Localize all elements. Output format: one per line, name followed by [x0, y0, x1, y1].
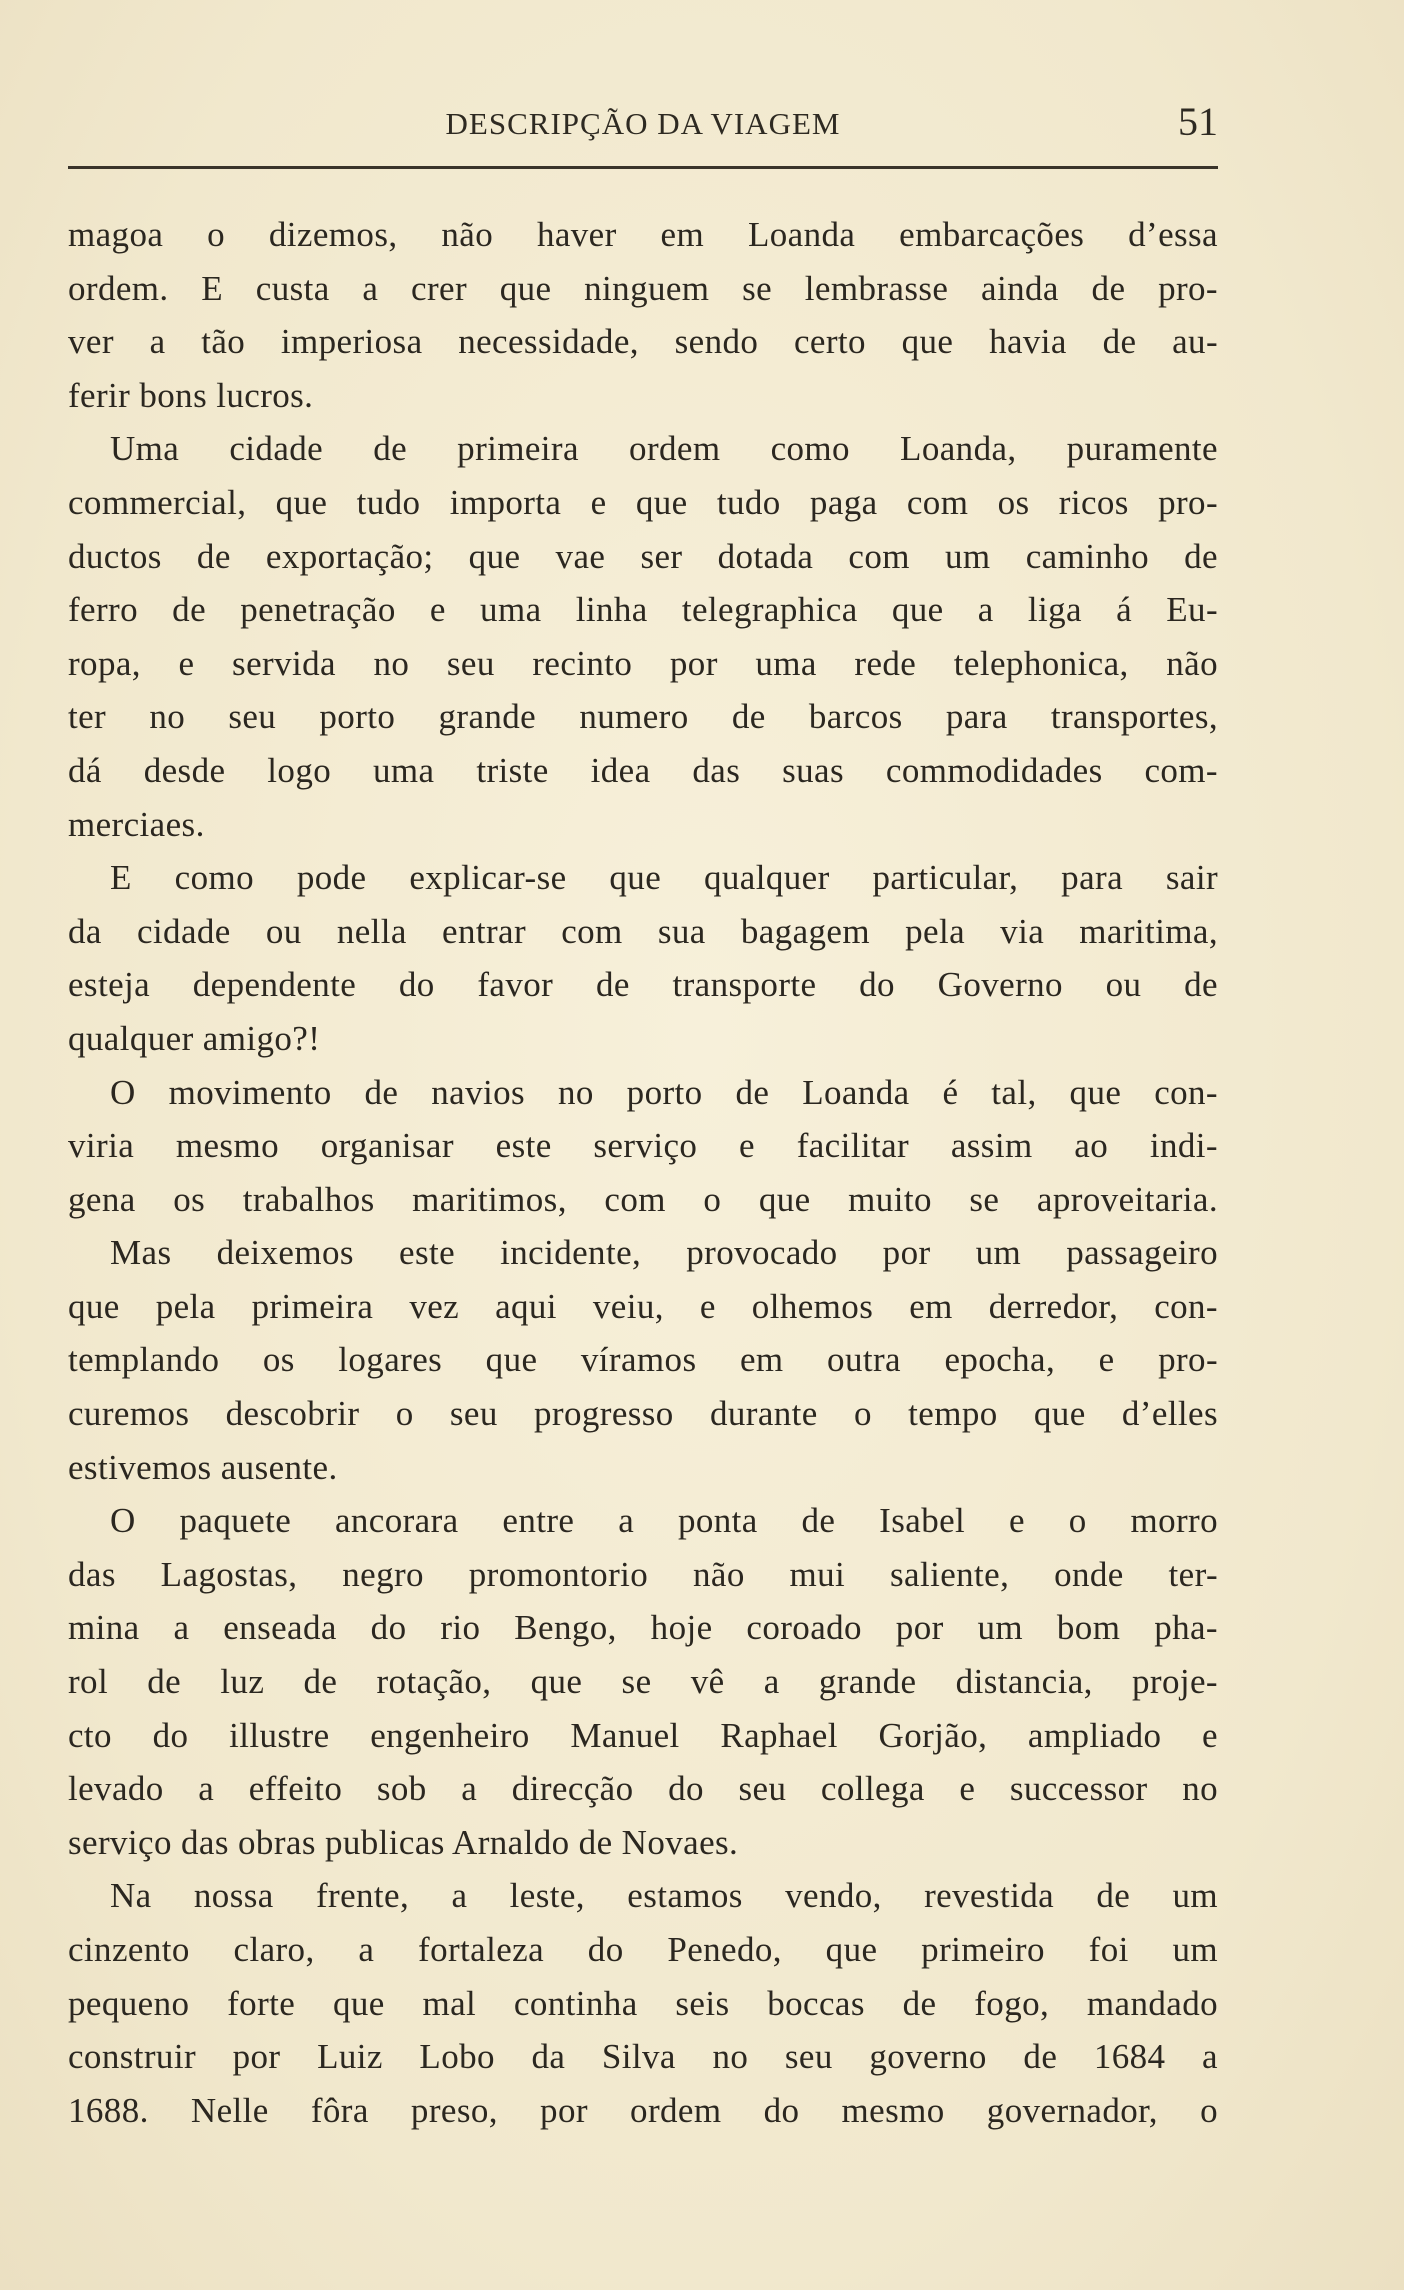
- text-line: Uma cidade de primeira ordem como Loanda, puramente: [110, 429, 1218, 469]
- text-line: mina a enseada do rio Bengo, hoje coroado por um bom pha-: [68, 1608, 1218, 1648]
- text-line: qualquer amigo?!: [68, 1018, 321, 1058]
- text-line: O paquete ancorara entre a ponta de Isabel e o morro: [110, 1501, 1218, 1541]
- text-line: ferir bons lucros.: [68, 375, 314, 415]
- text-line: serviço das obras publicas Arnaldo de Novaes.: [68, 1822, 739, 1862]
- running-title: DESCRIPÇÃO DA VIAGEM: [445, 106, 841, 141]
- text-line: construir por Luiz Lobo da Silva no seu governo de 1684 a: [68, 2037, 1218, 2077]
- text-line: ductos de exportação; que vae ser dotada com um caminho de: [68, 536, 1218, 576]
- text-line: cinzento claro, a fortaleza do Penedo, que primeiro foi um: [68, 1930, 1218, 1969]
- body-text: [68, 208, 1218, 2137]
- text-line: Mas deixemos este incidente, provocado por um passageiro: [110, 1233, 1218, 1273]
- text-line: Na nossa frente, a leste, estamos vendo, revestida de um: [110, 1876, 1218, 1916]
- text-line: ropa, e servida no seu recinto por uma rede telephonica, não: [68, 643, 1218, 683]
- text-line: templando os logares que víramos em outra epocha, e pro-: [68, 1340, 1218, 1380]
- page-header: [68, 98, 1218, 154]
- text-line: viria mesmo organisar este serviço e facilitar assim ao indi-: [68, 1126, 1218, 1166]
- text-line: 1688. Nelle fôra preso, por ordem do mesmo governador, o: [68, 2090, 1218, 2130]
- text-line: O movimento de navios no porto de Loanda é tal, que con-: [110, 1072, 1218, 1112]
- text-line: pequeno forte que mal continha seis boccas de fogo, mandado: [68, 1983, 1218, 2023]
- text-line: da cidade ou nella entrar com sua bagagem pela via maritima,: [68, 911, 1218, 951]
- text-line: estivemos ausente.: [68, 1447, 338, 1487]
- text-line: gena os trabalhos maritimos, com o que muito se aproveitaria.: [68, 1179, 1218, 1219]
- text-line: dá desde logo uma triste idea das suas commodidades com-: [68, 750, 1218, 790]
- text-line: ferro de penetração e uma linha telegraphica que a liga á Eu-: [68, 590, 1218, 630]
- text-line: que pela primeira vez aqui veiu, e olhemos em derredor, con-: [68, 1286, 1218, 1326]
- text-line: E como pode explicar-se que qualquer particular, para sair: [110, 858, 1218, 898]
- text-line: magoa o dizemos, não haver em Loanda embarcações d’essa: [68, 215, 1218, 254]
- header-rule: [68, 166, 1218, 169]
- page-number: 51: [1178, 99, 1218, 144]
- text-line: merciaes.: [68, 804, 205, 844]
- text-line: esteja dependente do favor de transporte do Governo ou de: [68, 965, 1218, 1005]
- text-line: ter no seu porto grande numero de barcos para transportes,: [68, 697, 1218, 737]
- text-line: ver a tão imperiosa necessidade, sendo certo que havia de au-: [68, 322, 1218, 362]
- text-line: rol de luz de rotação, que se vê a grande distancia, proje-: [68, 1662, 1218, 1702]
- text-line: curemos descobrir o seu progresso durante o tempo que d’elles: [68, 1394, 1218, 1434]
- text-line: levado a effeito sob a direcção do seu collega e successor no: [68, 1769, 1218, 1809]
- text-line: ordem. E custa a crer que ninguem se lembrasse ainda de pro-: [68, 268, 1218, 308]
- text-line: cto do illustre engenheiro Manuel Raphael Gorjão, ampliado e: [68, 1715, 1218, 1755]
- text-line: das Lagostas, negro promontorio não mui saliente, onde ter-: [68, 1554, 1218, 1594]
- text-line: commercial, que tudo importa e que tudo paga com os ricos pro-: [68, 482, 1218, 522]
